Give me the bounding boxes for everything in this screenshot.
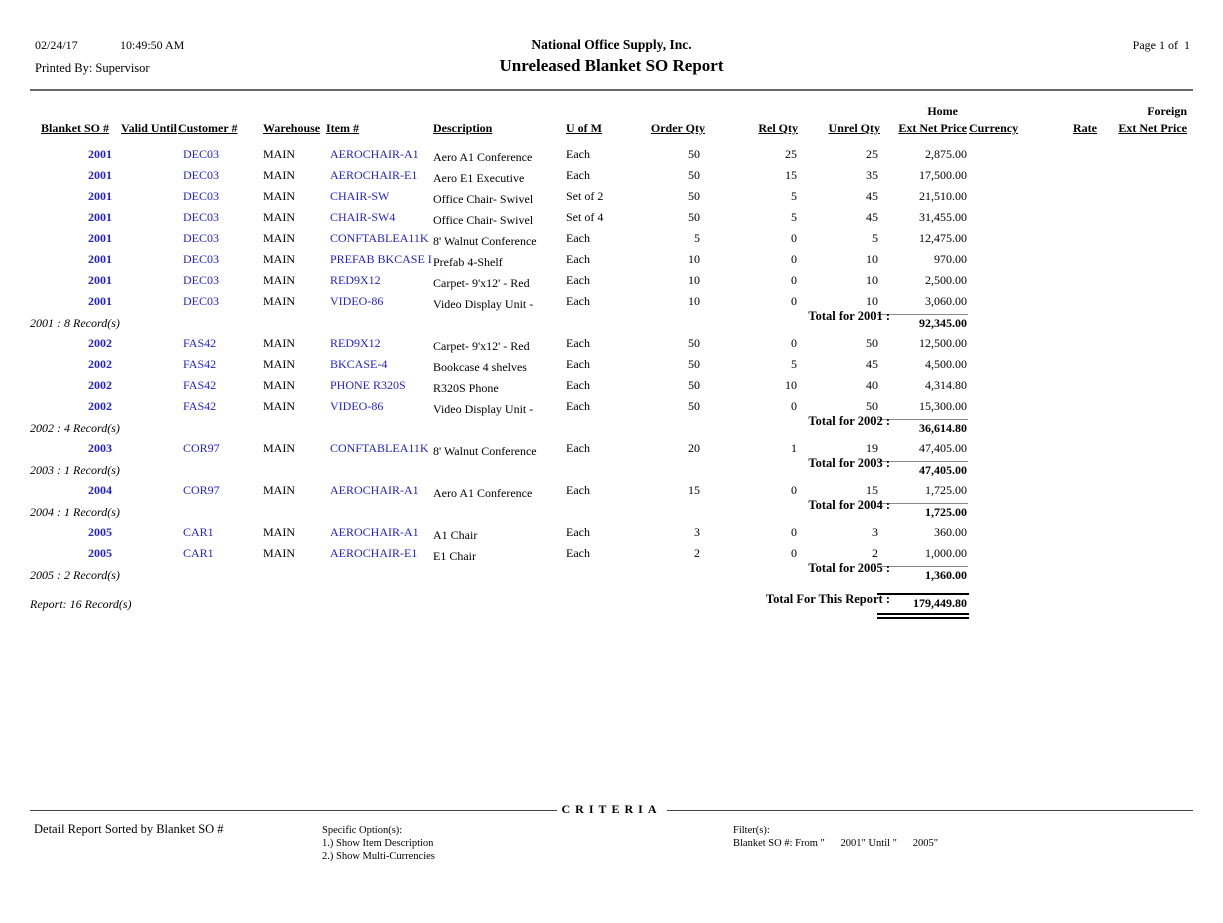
- order-qty: 50: [688, 399, 700, 413]
- ext-net-price: 31,455.00: [919, 210, 967, 224]
- group-total-label: Total for 2005 :: [808, 561, 890, 575]
- order-qty: 10: [688, 273, 700, 287]
- so-number: 2002: [88, 378, 112, 392]
- customer-number: FAS42: [183, 357, 217, 371]
- group-total-label: Total for 2001 :: [808, 309, 890, 323]
- order-qty: 50: [688, 210, 700, 224]
- ext-net-price: 2,875.00: [925, 147, 967, 161]
- group-total-value: 36,614.80: [919, 421, 967, 435]
- ext-net-price: 1,000.00: [925, 546, 967, 560]
- item-number: RED9X12: [330, 336, 381, 350]
- customer-number: FAS42: [183, 336, 217, 350]
- item-number: AEROCHAIR-A1: [330, 147, 419, 161]
- criteria-options-title: Specific Option(s):: [322, 825, 403, 836]
- warehouse: MAIN: [263, 525, 295, 539]
- so-number: 2001: [88, 273, 112, 287]
- header-rule: [30, 89, 1193, 91]
- unit-of-measure: Each: [566, 147, 590, 161]
- group-total-label: Total for 2003 :: [808, 456, 890, 470]
- customer-number: DEC03: [183, 231, 219, 245]
- ext-net-price: 21,510.00: [919, 189, 967, 203]
- item-description: A1 Chair: [433, 528, 478, 542]
- warehouse: MAIN: [263, 210, 295, 224]
- warehouse: MAIN: [263, 168, 295, 182]
- printed-by: Printed By: Supervisor: [35, 61, 150, 75]
- report-record-count: Report: 16 Record(s): [30, 597, 132, 611]
- so-number: 2005: [88, 546, 112, 560]
- report-total-label: Total For This Report :: [765, 592, 890, 606]
- unrel-qty: 10: [866, 294, 878, 308]
- item-description: Office Chair- Swivel: [433, 213, 534, 227]
- item-number: BKCASE-4: [330, 357, 388, 371]
- group-record-count: 2001 : 8 Record(s): [30, 316, 120, 330]
- warehouse: MAIN: [263, 336, 295, 350]
- rel-qty: 0: [791, 273, 797, 287]
- criteria-rule-right: [667, 810, 1193, 811]
- unrel-qty: 40: [866, 378, 878, 392]
- group-total-label: Total for 2004 :: [808, 498, 890, 512]
- group-record-count: 2005 : 2 Record(s): [30, 568, 120, 582]
- unit-of-measure: Each: [566, 294, 590, 308]
- ext-net-price: 12,475.00: [919, 231, 967, 245]
- warehouse: MAIN: [263, 399, 295, 413]
- order-qty: 50: [688, 168, 700, 182]
- page-number: Page 1 of 1: [1132, 38, 1190, 52]
- item-description: Aero A1 Conference: [433, 150, 533, 164]
- col-header-warehouse: Warehouse: [263, 121, 321, 135]
- so-number: 2005: [88, 525, 112, 539]
- page-title: Unreleased Blanket SO Report: [499, 56, 724, 75]
- col-header-uom: U of M: [566, 121, 602, 135]
- total-rule: [877, 593, 969, 595]
- report-time: 10:49:50 AM: [120, 38, 185, 52]
- col-header-foreign-ext-net-price: Ext Net Price: [1118, 121, 1187, 135]
- item-description: Carpet- 9'x12' - Red: [433, 276, 530, 290]
- item-description: Aero A1 Conference: [433, 486, 533, 500]
- so-number: 2001: [88, 189, 112, 203]
- unrel-qty: 10: [866, 252, 878, 266]
- unrel-qty: 45: [866, 189, 878, 203]
- order-qty: 50: [688, 147, 700, 161]
- unit-of-measure: Set of 4: [566, 210, 604, 224]
- rel-qty: 0: [791, 231, 797, 245]
- item-number: CONFTABLEA11K: [330, 231, 429, 245]
- col-header-rel-qty: Rel Qty: [758, 121, 798, 135]
- rel-qty: 0: [791, 483, 797, 497]
- so-number: 2001: [88, 252, 112, 266]
- item-number: PREFAB BKCASE I: [330, 252, 432, 266]
- unrel-qty: 19: [866, 441, 878, 455]
- so-number: 2001: [88, 210, 112, 224]
- so-number: 2004: [88, 483, 112, 497]
- unrel-qty: 3: [872, 525, 878, 539]
- customer-number: DEC03: [183, 252, 219, 266]
- item-description: Bookcase 4 shelves: [433, 360, 527, 374]
- so-number: 2001: [88, 147, 112, 161]
- unit-of-measure: Each: [566, 525, 590, 539]
- unit-of-measure: Each: [566, 231, 590, 245]
- unrel-qty: 5: [872, 231, 878, 245]
- order-qty: 2: [694, 546, 700, 560]
- total-rule: [877, 566, 968, 567]
- unit-of-measure: Each: [566, 168, 590, 182]
- warehouse: MAIN: [263, 378, 295, 392]
- unrel-qty: 45: [866, 357, 878, 371]
- rel-qty: 0: [791, 252, 797, 266]
- item-description: Office Chair- Swivel: [433, 192, 534, 206]
- criteria-filters-title: Filter(s):: [733, 825, 770, 836]
- rel-qty: 0: [791, 336, 797, 350]
- total-rule: [877, 617, 969, 619]
- item-number: CHAIR-SW4: [330, 210, 396, 224]
- ext-net-price: 3,060.00: [925, 294, 967, 308]
- warehouse: MAIN: [263, 294, 295, 308]
- total-rule: [877, 461, 968, 462]
- unrel-qty: 35: [866, 168, 878, 182]
- group-total-value: 1,360.00: [925, 568, 967, 582]
- criteria-filter-line: Blanket SO #: From " 2001" Until " 2005": [733, 838, 938, 849]
- warehouse: MAIN: [263, 357, 295, 371]
- unit-of-measure: Each: [566, 483, 590, 497]
- warehouse: MAIN: [263, 441, 295, 455]
- report-date: 02/24/17: [35, 38, 78, 52]
- total-rule: [877, 314, 968, 315]
- col-header-description: Description: [433, 121, 493, 135]
- rel-qty: 5: [791, 189, 797, 203]
- col-header-item: Item #: [326, 121, 359, 135]
- unit-of-measure: Set of 2: [566, 189, 604, 203]
- customer-number: COR97: [183, 441, 220, 455]
- unit-of-measure: Each: [566, 399, 590, 413]
- item-number: CONFTABLEA11K: [330, 441, 429, 455]
- group-total-value: 47,405.00: [919, 463, 967, 477]
- so-number: 2001: [88, 168, 112, 182]
- criteria-option: 2.) Show Multi-Currencies: [322, 851, 435, 862]
- rel-qty: 0: [791, 399, 797, 413]
- customer-number: FAS42: [183, 378, 217, 392]
- group-record-count: 2002 : 4 Record(s): [30, 421, 120, 435]
- col-header-home: Home: [927, 104, 958, 118]
- so-number: 2001: [88, 231, 112, 245]
- ext-net-price: 970.00: [934, 252, 967, 266]
- ext-net-price: 17,500.00: [919, 168, 967, 182]
- customer-number: FAS42: [183, 399, 217, 413]
- unit-of-measure: Each: [566, 357, 590, 371]
- so-number: 2002: [88, 357, 112, 371]
- unit-of-measure: Each: [566, 273, 590, 287]
- group-total-value: 1,725.00: [925, 505, 967, 519]
- rel-qty: 10: [785, 378, 797, 392]
- ext-net-price: 47,405.00: [919, 441, 967, 455]
- unrel-qty: 50: [866, 336, 878, 350]
- order-qty: 10: [688, 252, 700, 266]
- customer-number: DEC03: [183, 147, 219, 161]
- criteria-sorted-by: Detail Report Sorted by Blanket SO #: [34, 822, 224, 836]
- col-header-blanket-so: Blanket SO #: [41, 121, 110, 135]
- item-description: E1 Chair: [433, 549, 476, 563]
- item-number: VIDEO-86: [330, 399, 384, 413]
- item-description: 8' Walnut Conference: [433, 444, 537, 458]
- item-number: PHONE R320S: [330, 378, 406, 392]
- unrel-qty: 10: [866, 273, 878, 287]
- col-header-unrel-qty: Unrel Qty: [828, 121, 880, 135]
- customer-number: COR97: [183, 483, 220, 497]
- total-rule: [877, 503, 968, 504]
- rel-qty: 0: [791, 525, 797, 539]
- group-total-value: 92,345.00: [919, 316, 967, 330]
- ext-net-price: 15,300.00: [919, 399, 967, 413]
- item-number: VIDEO-86: [330, 294, 384, 308]
- col-header-foreign: Foreign: [1147, 104, 1187, 118]
- warehouse: MAIN: [263, 483, 295, 497]
- unrel-qty: 25: [866, 147, 878, 161]
- total-rule: [877, 419, 968, 420]
- col-header-customer: Customer #: [178, 121, 238, 135]
- unit-of-measure: Each: [566, 441, 590, 455]
- item-description: Video Display Unit -: [433, 402, 534, 416]
- order-qty: 50: [688, 357, 700, 371]
- warehouse: MAIN: [263, 147, 295, 161]
- item-description: R320S Phone: [433, 381, 499, 395]
- unit-of-measure: Each: [566, 546, 590, 560]
- customer-number: DEC03: [183, 294, 219, 308]
- company-name: National Office Supply, Inc.: [531, 37, 692, 52]
- customer-number: DEC03: [183, 189, 219, 203]
- so-number: 2003: [88, 441, 112, 455]
- customer-number: DEC03: [183, 168, 219, 182]
- item-description: Video Display Unit -: [433, 297, 534, 311]
- warehouse: MAIN: [263, 231, 295, 245]
- so-number: 2002: [88, 399, 112, 413]
- order-qty: 10: [688, 294, 700, 308]
- group-total-label: Total for 2002 :: [808, 414, 890, 428]
- item-description: Prefab 4-Shelf: [433, 255, 503, 269]
- total-rule: [877, 613, 969, 615]
- warehouse: MAIN: [263, 189, 295, 203]
- item-number: AEROCHAIR-A1: [330, 525, 419, 539]
- ext-net-price: 1,725.00: [925, 483, 967, 497]
- so-number: 2001: [88, 294, 112, 308]
- order-qty: 50: [688, 189, 700, 203]
- unit-of-measure: Each: [566, 252, 590, 266]
- unrel-qty: 2: [872, 546, 878, 560]
- item-description: 8' Walnut Conference: [433, 234, 537, 248]
- criteria-rule-left: [30, 810, 557, 811]
- customer-number: CAR1: [183, 525, 214, 539]
- ext-net-price: 360.00: [934, 525, 967, 539]
- criteria-heading: CRITERIA: [561, 802, 662, 816]
- item-number: AEROCHAIR-A1: [330, 483, 419, 497]
- item-number: CHAIR-SW: [330, 189, 390, 203]
- ext-net-price: 4,314.80: [925, 378, 967, 392]
- unit-of-measure: Each: [566, 378, 590, 392]
- so-number: 2002: [88, 336, 112, 350]
- item-number: RED9X12: [330, 273, 381, 287]
- ext-net-price: 12,500.00: [919, 336, 967, 350]
- ext-net-price: 2,500.00: [925, 273, 967, 287]
- col-header-currency: Currency: [969, 121, 1019, 135]
- rel-qty: 25: [785, 147, 797, 161]
- item-description: Carpet- 9'x12' - Red: [433, 339, 530, 353]
- rel-qty: 1: [791, 441, 797, 455]
- ext-net-price: 4,500.00: [925, 357, 967, 371]
- item-number: AEROCHAIR-E1: [330, 546, 418, 560]
- col-header-order-qty: Order Qty: [650, 121, 705, 135]
- warehouse: MAIN: [263, 252, 295, 266]
- report-total-value: 179,449.80: [913, 596, 967, 610]
- customer-number: DEC03: [183, 210, 219, 224]
- unrel-qty: 15: [866, 483, 878, 497]
- order-qty: 5: [694, 231, 700, 245]
- rel-qty: 5: [791, 357, 797, 371]
- rel-qty: 5: [791, 210, 797, 224]
- item-description: Aero E1 Executive: [433, 171, 525, 185]
- customer-number: CAR1: [183, 546, 214, 560]
- unit-of-measure: Each: [566, 336, 590, 350]
- order-qty: 3: [694, 525, 700, 539]
- unrel-qty: 50: [866, 399, 878, 413]
- rel-qty: 15: [785, 168, 797, 182]
- order-qty: 20: [688, 441, 700, 455]
- col-header-rate: Rate: [1073, 121, 1097, 135]
- group-record-count: 2003 : 1 Record(s): [30, 463, 120, 477]
- customer-number: DEC03: [183, 273, 219, 287]
- order-qty: 50: [688, 336, 700, 350]
- col-header-ext-net-price: Ext Net Price: [898, 121, 967, 135]
- rel-qty: 0: [791, 546, 797, 560]
- warehouse: MAIN: [263, 273, 295, 287]
- order-qty: 50: [688, 378, 700, 392]
- col-header-valid-until: Valid Until: [121, 121, 177, 135]
- order-qty: 15: [688, 483, 700, 497]
- rel-qty: 0: [791, 294, 797, 308]
- criteria-option: 1.) Show Item Description: [322, 838, 434, 849]
- group-record-count: 2004 : 1 Record(s): [30, 505, 120, 519]
- item-number: AEROCHAIR-E1: [330, 168, 418, 182]
- warehouse: MAIN: [263, 546, 295, 560]
- unrel-qty: 45: [866, 210, 878, 224]
